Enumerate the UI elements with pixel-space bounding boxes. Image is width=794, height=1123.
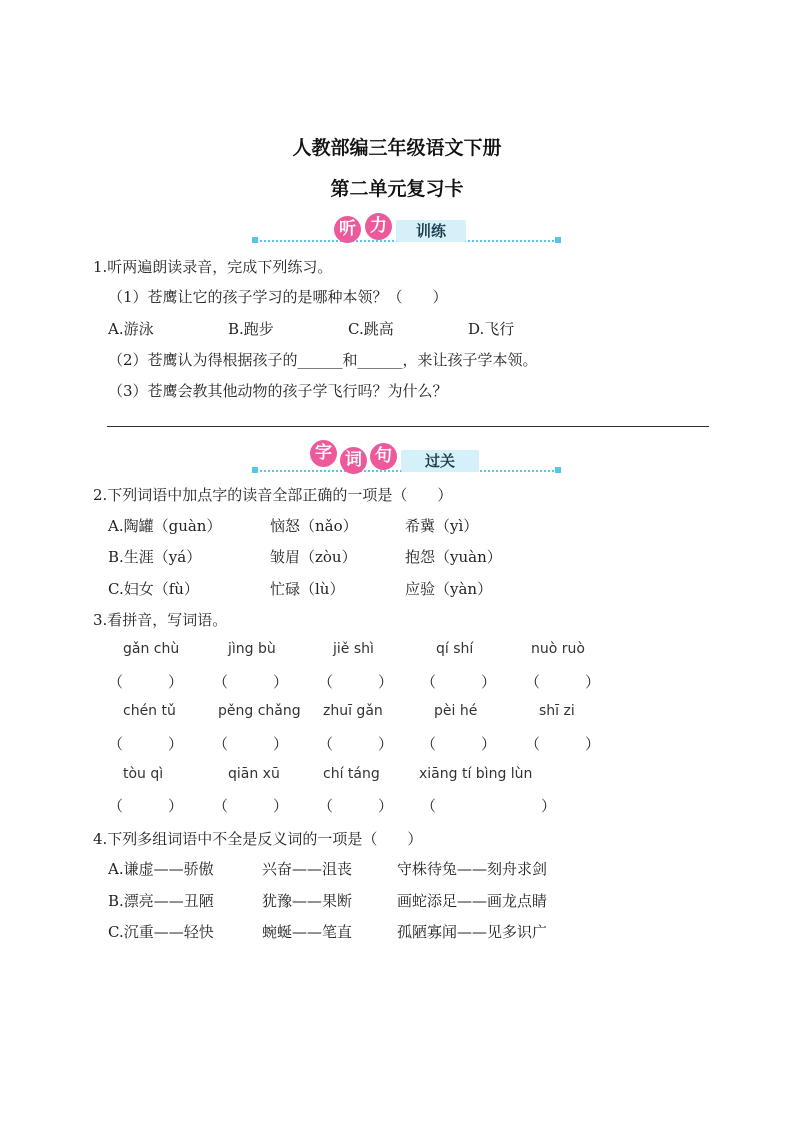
answer-blank[interactable]: （ ） [213,673,289,691]
q4-row-a-3: 守株待兔——刻舟求剑 [397,860,548,878]
banner-label: 过关 [401,450,479,472]
pinyin: pèi hé [434,703,478,719]
answer-blank[interactable]: （ ） [318,735,394,753]
answer-blank[interactable]: （ ） [421,735,497,753]
banner-char: 词 [340,447,367,474]
q2-row-a-1: A.陶罐（guàn） [108,517,222,535]
pinyin: chí táng [323,766,380,782]
q2-row-b-1: B.生涯（yá） [108,548,202,566]
pinyin: zhuī gǎn [323,703,383,719]
pinyin: jìng bù [228,641,276,657]
question-1-sub3: （3）苍鹰会教其他动物的孩子学飞行吗？为什么？ [108,382,448,400]
q4-row-c-1: C.沉重——轻快 [108,923,214,941]
banner-char: 力 [365,213,392,240]
question-4-stem: 4.下列多组词语中不全是反义词的一项是（ ） [93,830,423,848]
q4-row-c-2: 蜿蜒——笔直 [262,923,353,941]
question-1-stem: 1.听两遍朗读录音，完成下列练习。 [93,258,333,276]
answer-blank[interactable]: （ ） [525,735,601,753]
answer-blank[interactable]: （ ） [108,797,184,815]
option-d: D.飞行 [468,320,515,338]
pinyin: qiān xū [228,766,280,782]
question-1-sub1: （1）苍鹰让它的孩子学习的是哪种本领？（ ） [108,288,448,306]
answer-blank[interactable]: （ ） [421,673,497,691]
banner-end-square [252,237,258,243]
pinyin: shī zi [539,703,575,719]
q2-row-c-3: 应验（yàn） [405,580,493,598]
question-1-sub2: （2）苍鹰认为得根据孩子的______和______，来让孩子学本领。 [108,351,538,369]
answer-blank[interactable]: （ ） [318,797,394,815]
banner-end-square [555,237,561,243]
pinyin: pěng chǎng [218,703,301,719]
option-c: C.跳高 [348,320,394,338]
pinyin: qí shí [436,641,474,657]
q4-row-a-2: 兴奋——沮丧 [262,860,353,878]
answer-line[interactable] [107,426,709,427]
answer-blank[interactable]: （ ） [108,735,184,753]
banner-end-square [555,467,561,473]
banner-char: 听 [334,216,361,243]
question-2-stem: 2.下列词语中加点字的读音全部正确的一项是（ ） [93,486,453,504]
page-subtitle: 第二单元复习卡 [330,178,464,200]
answer-blank[interactable]: （ ） [213,797,289,815]
page-title: 人教部编三年级语文下册 [292,137,502,159]
answer-blank[interactable]: （ ） [525,673,601,691]
pinyin: nuò ruò [531,641,585,657]
pinyin: chén tǔ [123,703,176,719]
q4-row-b-2: 犹豫——果断 [262,892,353,910]
banner-end-square [252,467,258,473]
answer-blank[interactable]: （ ） [108,673,184,691]
banner-label: 训练 [396,220,466,242]
q2-row-a-2: 恼怒（nǎo） [270,517,358,535]
q2-row-c-1: C.妇女（fù） [108,580,199,598]
option-a: A.游泳 [108,320,154,338]
q4-row-b-3: 画蛇添足——画龙点睛 [397,892,548,910]
banner-char: 句 [370,443,397,470]
pinyin: gǎn chù [123,641,180,657]
banner-char: 字 [310,440,337,467]
q2-row-c-2: 忙碌（lù） [270,580,345,598]
answer-blank[interactable]: （ ） [213,735,289,753]
answer-blank[interactable]: （ ） [318,673,394,691]
pinyin: xiāng tí bìng lùn [419,766,533,782]
question-3-stem: 3.看拼音，写词语。 [93,611,228,629]
answer-blank-wide[interactable]: （ ） [421,797,557,815]
q4-row-c-3: 孤陋寡闻——见多识广 [397,923,548,941]
pinyin: tòu qì [123,766,164,782]
q2-row-b-3: 抱怨（yuàn） [405,548,502,566]
pinyin: jiě shì [333,641,374,657]
q4-row-a-1: A.谦虚——骄傲 [108,860,214,878]
option-b: B.跑步 [228,320,274,338]
q2-row-a-3: 希冀（yì） [405,517,479,535]
q4-row-b-1: B.漂亮——丑陋 [108,892,214,910]
q2-row-b-2: 皱眉（zòu） [270,548,357,566]
